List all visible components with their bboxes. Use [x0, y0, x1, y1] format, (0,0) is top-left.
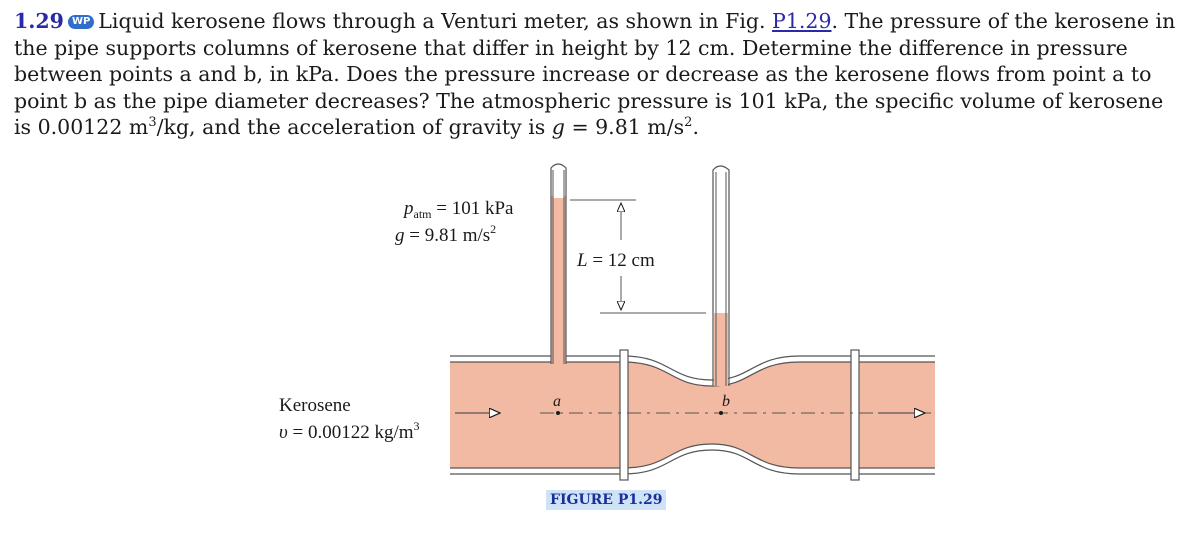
figure-caption: FIGURE P1.29 — [546, 490, 666, 510]
wp-badge[interactable]: WP — [68, 15, 94, 29]
specific-volume-label: υ = 0.00122 $kg/m^3$ — [279, 419, 420, 443]
problem-text-2: . The pressure of the kerosene in the pipe supports columns of kerosene that differ in height by 12 cm. Determine the difference in pressure between points a and b, in kPa. Does the pressure increase or decrease as the kerosene flows from point a to point b as the pipe diameter decreases? The atmospheric pressure is 101 kPa, the specific volume of kerosene is 0.00122 m — [14, 9, 1176, 139]
point-b-dot — [719, 411, 723, 415]
height-difference-label: L = 12 cm — [577, 250, 655, 271]
exponent-3: 3 — [148, 115, 157, 131]
g-symbol: g — [551, 115, 565, 139]
fluid-name-label: Kerosene — [279, 395, 351, 416]
point-b-label: b — [722, 393, 730, 410]
exponent-2: 2 — [684, 115, 693, 131]
problem-number: 1.29 — [14, 9, 64, 33]
problem-text-1: Liquid kerosene flows through a Venturi meter, as shown in Fig. — [98, 9, 773, 33]
manometer-tube-b — [713, 166, 729, 386]
point-a-dot — [556, 411, 560, 415]
problem-text-3: /kg, and the acceleration of gravity is — [156, 115, 552, 139]
gravity-label: g = 9.81 $m/s^2$ — [395, 222, 497, 246]
figure-link[interactable]: P1.29 — [772, 9, 832, 33]
problem-text-4: = 9.81 m/s — [564, 115, 685, 139]
problem-text-5: . — [692, 115, 699, 139]
patm-label: $p_{atm} = 101$ kPa — [404, 198, 514, 221]
point-a-label: a — [553, 393, 561, 410]
manometer-tube-a — [551, 164, 566, 364]
